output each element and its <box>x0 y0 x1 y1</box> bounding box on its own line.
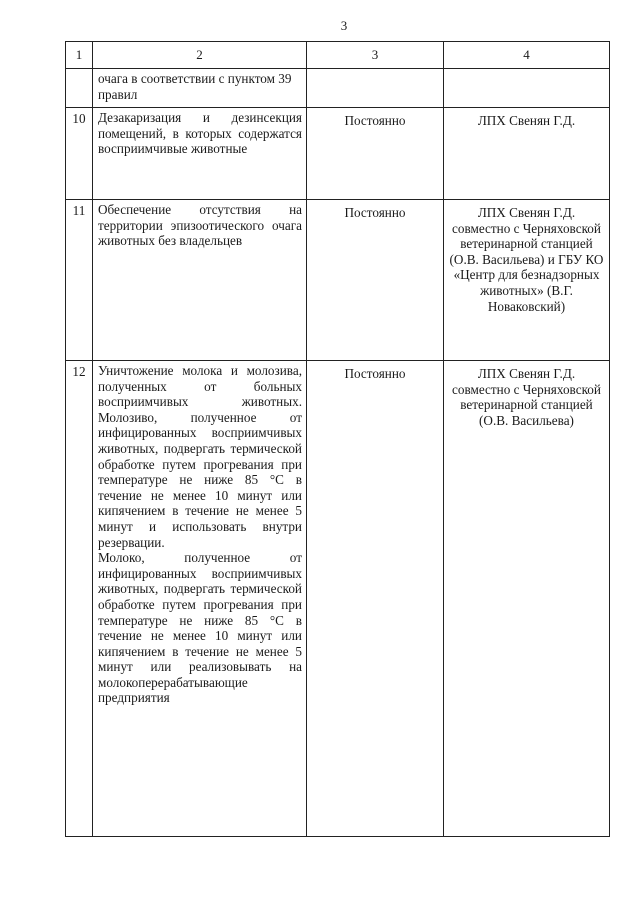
description-paragraph: очага в соответствии с пунктом 39 правил <box>98 71 292 102</box>
row-description <box>93 69 307 108</box>
row-responsible: ЛПХ Свенян Г.Д. <box>444 108 610 200</box>
row-number: 11 <box>66 200 93 361</box>
row-period: Постоянно <box>307 108 444 200</box>
table-row <box>66 200 610 361</box>
page-number: 3 <box>340 18 348 33</box>
row-description <box>93 200 307 361</box>
description-paragraph: Уничтожение молока и молозива, полученных от больных восприимчивых животных. Молозиво, полученное от инфицированных восприимчивых животных, подвергать термической обработке путем прогревания при температуре не ниже 85 °С в течение не менее 10 минут или кипячением в течение не менее 5 минут и использовать внутри резервации. <box>98 363 302 550</box>
header-cell: 1 <box>66 42 93 69</box>
row-period: Постоянно <box>307 361 444 837</box>
row-number: 10 <box>66 108 93 200</box>
row-responsible: ЛПХ Свенян Г.Д. совместно с Черняховской ветеринарной станцией (О.В. Васильева) <box>444 361 610 837</box>
header-cell: 2 <box>93 42 307 69</box>
row-period: Постоянно <box>307 200 444 361</box>
row-period <box>307 69 444 108</box>
description-paragraph: Дезакаризация и дезинсекция помещений, в которых содержатся восприимчивые животные <box>98 110 302 157</box>
table-row <box>66 69 610 108</box>
header-cell: 4 <box>444 42 610 69</box>
description-paragraph: Обеспечение отсутствия на территории эпизоотического очага животных без владельцев <box>98 202 302 249</box>
table-row <box>66 108 610 200</box>
measures-table <box>65 41 610 837</box>
row-number: 12 <box>66 361 93 837</box>
header-cell: 3 <box>307 42 444 69</box>
table-header-row <box>66 42 610 69</box>
row-responsible <box>444 69 610 108</box>
description-paragraph: Молоко, полученное от инфицированных восприимчивых животных, подвергать термической обработке путем прогревания при температуре не ниже 85 °С в течение не менее 10 минут или кипячением в течение не менее 5 минут или реализовывать на молокоперерабатывающие предприятия <box>98 550 302 706</box>
row-description <box>93 108 307 200</box>
row-description <box>93 361 307 837</box>
row-number <box>66 69 93 108</box>
table-row <box>66 361 610 837</box>
row-responsible: ЛПХ Свенян Г.Д. совместно с Черняховской ветеринарной станцией (О.В. Васильева) и ГБУ КО «Центр для безнадзорных животных» (В.Г. Новаковский) <box>444 200 610 361</box>
